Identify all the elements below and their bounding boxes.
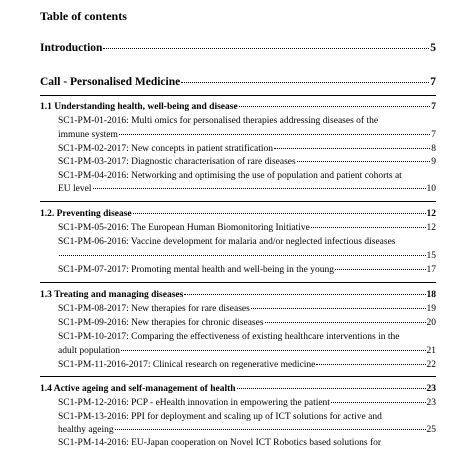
- dot-leader: [311, 227, 426, 228]
- toc-entry-label: SC1-PM-09-2016: New therapies for chronic diseases: [58, 318, 264, 328]
- section-divider: [40, 282, 436, 283]
- toc-page-number: 7: [431, 102, 436, 112]
- toc-entry-label: SC1-PM-02-2017: New concepts in patient stratification: [58, 144, 274, 154]
- toc-page-number: 21: [426, 346, 436, 356]
- toc-entry-pm-01-line1[interactable]: SC1-PM-01-2016: Multi omics for personalised therapies addressing diseases of the: [58, 116, 379, 126]
- toc-entry-label: adult population: [58, 346, 121, 356]
- section-divider: [40, 95, 436, 96]
- dot-leader: [115, 429, 426, 430]
- dot-leader: [237, 388, 426, 389]
- dot-leader: [297, 161, 431, 162]
- dot-leader: [103, 48, 429, 49]
- section-divider: [40, 201, 436, 202]
- toc-entry-label: SC1-PM-11-2016-2017: Clinical research on regenerative medicine: [58, 360, 316, 370]
- dot-leader: [121, 350, 425, 351]
- toc-entry-label: SC1-PM-05-2016: The European Human Biomonitoring Initiative: [58, 223, 310, 233]
- toc-entry-label: immune system: [58, 130, 118, 140]
- toc-entry-label: SC1-PM-12-2016: PCP - eHealth innovation in empowering the patient: [58, 398, 330, 408]
- toc-page-number: 8: [431, 144, 436, 154]
- toc-title: Table of contents: [40, 9, 127, 23]
- toc-section-label: 1.4 Active ageing and self-management of health: [40, 384, 236, 394]
- dot-leader: [133, 213, 426, 214]
- toc-entry-introduction[interactable]: [40, 41, 436, 55]
- dot-leader: [251, 308, 426, 309]
- toc-entry-pm-10-line1[interactable]: SC1-PM-10-2017: Comparing the effectiveness of existing healthcare interventions in the: [58, 332, 400, 342]
- toc-entry-pm-04-line1[interactable]: SC1-PM-04-2016: Networking and optimising the use of population and patient cohorts at: [58, 171, 402, 181]
- toc-page-number: 23: [426, 384, 436, 394]
- toc-section-label: 1.2. Preventing disease: [40, 209, 132, 219]
- toc-entry-pm-02[interactable]: [58, 143, 436, 155]
- toc-entry-label: EU level: [58, 184, 92, 194]
- toc-entry-pm-14-line1[interactable]: SC1-PM-14-2016: EU-Japan cooperation on Novel ICT Robotics based solutions for: [58, 438, 382, 448]
- toc-section-1-1[interactable]: [40, 101, 436, 113]
- toc-entry-pm-12[interactable]: [58, 397, 436, 409]
- toc-section-1-2[interactable]: [40, 208, 436, 220]
- dot-leader: [93, 188, 426, 189]
- toc-page-number: 10: [426, 184, 436, 194]
- toc-entry-label: SC1-PM-07-2017: Promoting mental health and well-being in the young: [58, 265, 334, 275]
- dot-leader: [119, 134, 430, 135]
- toc-entry-pm-04[interactable]: [58, 183, 436, 195]
- toc-page-number: 7: [430, 76, 436, 88]
- toc-page-number: 12: [426, 209, 436, 219]
- toc-section-label: 1.1 Understanding health, well-being and disease: [40, 102, 238, 112]
- dot-leader: [265, 322, 426, 323]
- toc-entry-pm-07[interactable]: [58, 264, 436, 276]
- toc-page-number: 7: [431, 130, 436, 140]
- toc-entry-pm-01[interactable]: [58, 129, 436, 141]
- toc-section-label: 1.3 Treating and managing diseases: [40, 290, 184, 300]
- dot-leader: [59, 255, 426, 256]
- toc-page-number: 17: [426, 265, 436, 275]
- dot-leader: [239, 106, 431, 107]
- dot-leader: [316, 364, 425, 365]
- toc-page-number: 9: [431, 157, 436, 167]
- dot-leader: [274, 148, 430, 149]
- toc-page-number: 5: [430, 42, 436, 54]
- toc-entry-label: SC1-PM-08-2017: New therapies for rare diseases: [58, 304, 250, 314]
- toc-entry-pm-06[interactable]: [58, 250, 436, 262]
- toc-entry-pm-11[interactable]: [58, 359, 436, 371]
- toc-page-number: 22: [426, 360, 436, 370]
- toc-entry-pm-09[interactable]: [58, 317, 436, 329]
- toc-entry-pm-06-line1[interactable]: SC1-PM-06-2016: Vaccine development for malaria and/or neglected infectious diseases: [58, 237, 396, 247]
- toc-entry-pm-05[interactable]: [58, 222, 436, 234]
- toc-entry-pm-08[interactable]: [58, 303, 436, 315]
- toc-section-1-4[interactable]: [40, 383, 436, 395]
- toc-section-1-3[interactable]: [40, 289, 436, 301]
- toc-entry-pm-13[interactable]: [58, 424, 436, 436]
- toc-entry-label: Introduction: [40, 42, 103, 54]
- toc-page-number: 18: [426, 290, 436, 300]
- toc-entry-pm-13-line1[interactable]: SC1-PM-13-2016: PPI for deployment and scaling up of ICT solutions for active and: [58, 412, 382, 422]
- toc-page-number: 23: [426, 398, 436, 408]
- dot-leader: [184, 294, 425, 295]
- toc-entry-label: SC1-PM-03-2017: Diagnostic characterisation of rare diseases: [58, 157, 296, 167]
- dot-leader: [181, 82, 429, 83]
- toc-entry-pm-03[interactable]: [58, 156, 436, 168]
- toc-page-number: 25: [426, 425, 436, 435]
- dot-leader: [335, 269, 426, 270]
- section-divider: [40, 376, 436, 377]
- toc-entry-label: Call - Personalised Medicine: [40, 76, 181, 88]
- toc-page-number: 15: [426, 251, 436, 261]
- toc-page-number: 12: [426, 223, 436, 233]
- toc-page-number: 19: [426, 304, 436, 314]
- toc-entry-pm-10[interactable]: [58, 345, 436, 357]
- toc-entry-call[interactable]: [40, 75, 436, 89]
- toc-entry-label: healthy ageing: [58, 425, 114, 435]
- toc-page-number: 20: [426, 318, 436, 328]
- dot-leader: [331, 402, 426, 403]
